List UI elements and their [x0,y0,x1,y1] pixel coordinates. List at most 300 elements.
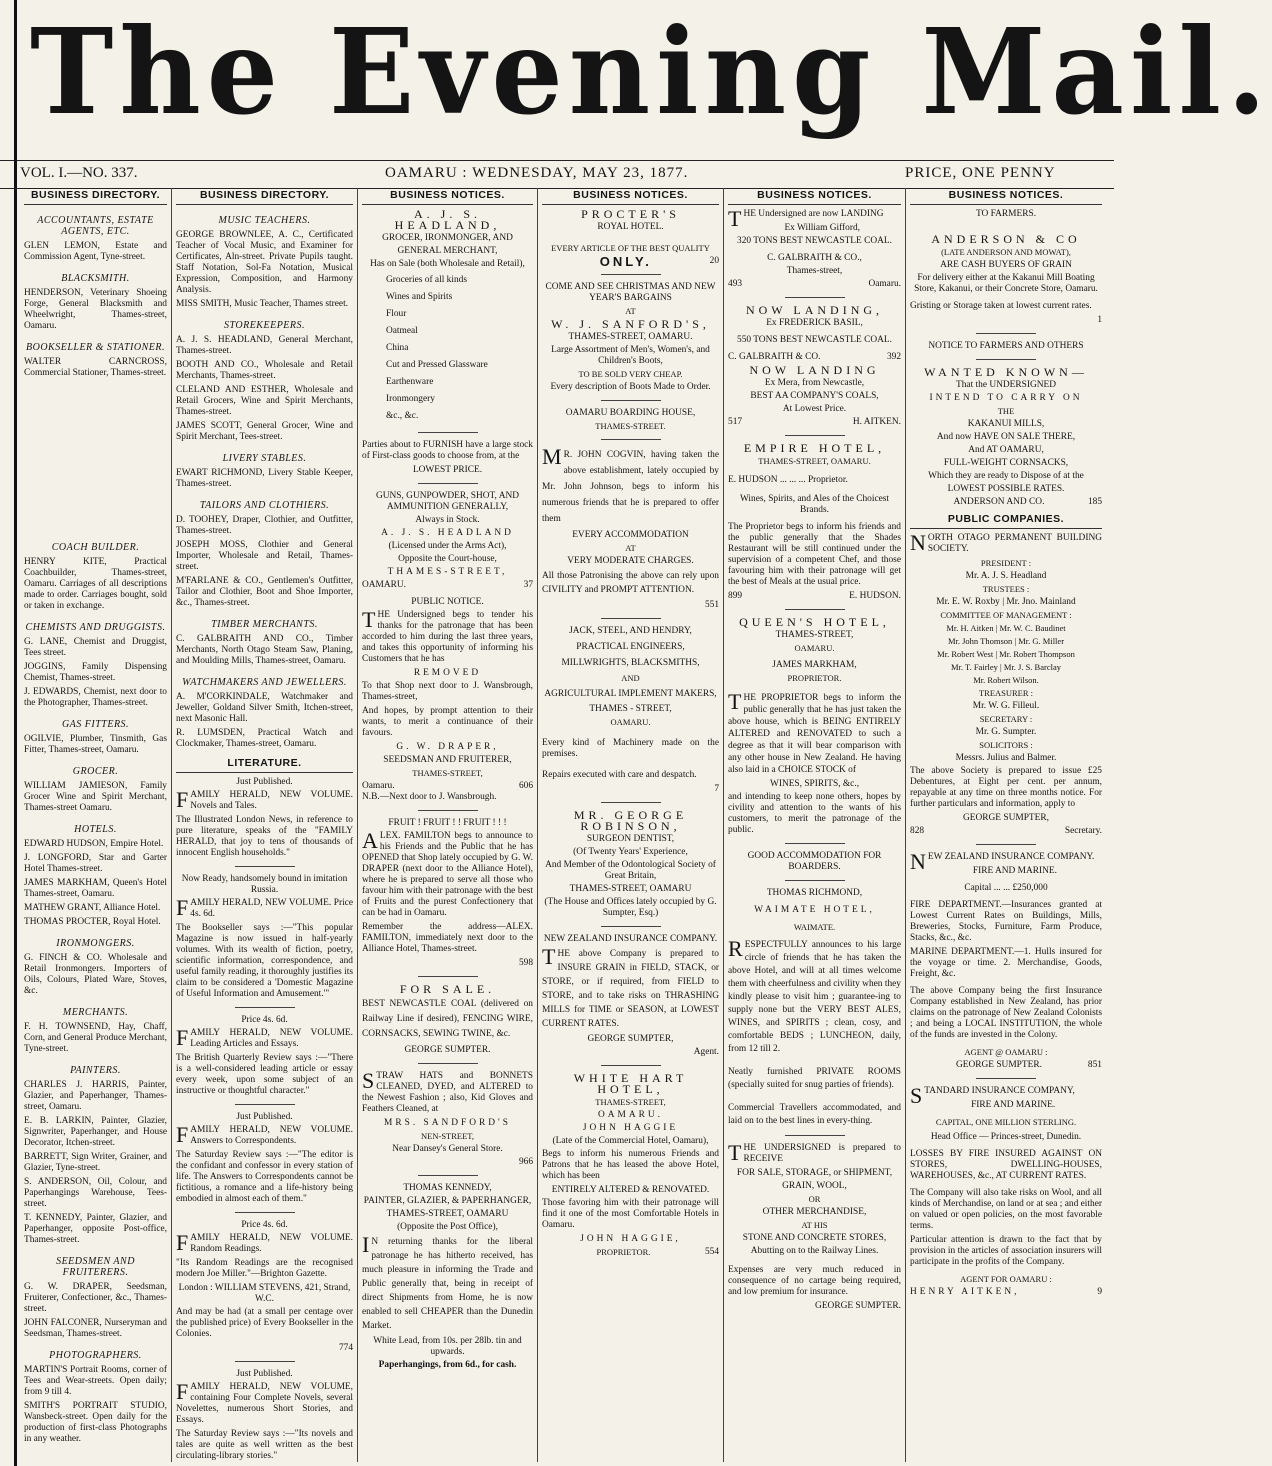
ad-line: Abutting on to the Railway Lines. [750,1246,879,1256]
literature-heading: LITERATURE. [176,758,353,773]
directory-entry: J. LONGFORD, Star and Garter Hotel Thames-street. [24,853,167,874]
directory-entry: S. ANDERSON, Oil, Colour, and Paperhangings Warehouse, Tees-street. [24,1177,167,1209]
ad-line: CAPITAL, ONE MILLION STERLING. [935,1117,1077,1127]
ad-line: Large Assortment of Men's, Women's, and Children's Boots, [551,345,710,366]
ad-line: FIRE AND MARINE. [971,1100,1056,1110]
ad-number: 1 [1097,315,1102,325]
divider [235,1361,295,1362]
ad-line: Near Dansey's General Store. [392,1144,503,1154]
issue-date: OAMARU : WEDNESDAY, MAY 23, 1877. [385,165,689,181]
left-margin-rule [14,0,17,1466]
ad-line: PAINTER, GLAZIER, & PAPERHANGER, [363,1196,532,1206]
ad-text: All those Patronising the above can rely upon CIVILITY and PROMPT ATTENTION. [542,571,719,595]
ad-footer [542,256,719,267]
column-3 [358,188,538,1462]
divider [976,1078,1036,1079]
ad-line: OAMARU. [610,717,651,727]
divider [976,844,1036,845]
ad-line: JAMES MARKHAM, [772,660,857,670]
directory-entry: J. EDWARDS, Chemist, next door to the Photographer, Thames-street. [24,687,167,708]
ad-title: FAMILY HERALD, NEW VOLUME. Leading Articles and Essays. [176,1025,353,1050]
ad-title: W. J. SANFORD'S, [551,317,710,331]
ad-line: FIRE AND MARINE. [972,866,1057,876]
ad-line: ANDERSON AND CO. [953,497,1045,507]
ad-line: MRS. SANDFORD'S [384,1118,511,1128]
ad-line: THE [997,406,1015,416]
ad-line: Now Ready, handsomely bound in imitation Russia. [181,874,348,895]
issue-price: PRICE, ONE PENNY [905,165,1056,181]
directory-entry: MISS SMITH, Music Teacher, Thames street. [176,299,349,309]
ad-line: THAMES-STREET, [595,1097,666,1107]
ad-line: G. W. DRAPER, [396,742,499,752]
ad-line: SECRETARY : [979,714,1033,724]
section-title: GROCER. [72,766,119,777]
ad-text: To that Shop next door to J. Wansbrough, Thames-street, [362,681,533,702]
column-heading: BUSINESS NOTICES. [362,190,533,205]
ad-title: OAMARU BOARDING HOUSE, [565,408,696,418]
ad-number: 551 [704,600,719,610]
ad-line: THAMES - STREET, [589,704,672,714]
ad-line: SOLICITORS : [979,740,1033,750]
ad-line: Agent. [693,1047,719,1057]
directory-entry: CLELAND AND ESTHER, Wholesale and Retail Grocers, Wine and Spirit Merchants, Thames-street. [176,385,353,417]
ad-line: PROPRIETOR. [787,673,842,683]
ad-line: GEORGE SUMPTER, [963,813,1049,823]
ad-number: 493 [728,279,743,289]
directory-entry: OGILVIE, Plumber, Tinsmith, Gas Fitter, Thames-street, Oamaru. [24,734,167,755]
directory-entry: THOMAS PROCTER, Royal Hotel. [24,917,161,927]
section-title: STOREKEEPERS. [223,320,306,331]
column-1 [20,188,172,1462]
directory-entry: CHARLES J. HARRIS, Painter, Glazier, and Paperhanger, Thames-street, Oamaru. [24,1080,167,1112]
directory-entry: T. KENNEDY, Painter, Glazier, and Paperhanger, opposite Post-office, Thames-street. [24,1213,167,1245]
ad-line: (Opposite the Post Office), [397,1222,498,1232]
ad-text: BEST NEWCASTLE COAL (delivered on Railway Line if desired), FENCING WIRE, CORNSACKS, SEWING TWINE, &c. [362,999,533,1039]
column-heading: BUSINESS NOTICES. [910,190,1102,205]
section-title: GAS FITTERS. [61,719,130,730]
ad-line: (Of Twenty Years' Experience, [573,847,688,857]
ad-line: THAMES-STREET, OAMARU. [568,332,693,342]
divider [785,843,845,844]
ad-text: and intending to keep none others, hopes by civility and attention to the wants of his customers, to merit the patronage of the public. [728,792,901,835]
divider [601,439,661,440]
divider [235,1212,295,1213]
ad-line: ONLY. [599,254,652,269]
dateline [0,160,1114,189]
directory-entry: D. TOOHEY, Draper, Clothier, and Outfitter, Thames-street. [176,515,353,536]
ad-line: Every description of Boots Made to Order. [550,382,711,392]
ad-line: Which they are ready to Dispose of at the [928,471,1084,481]
section-title: PAINTERS. [70,1065,121,1076]
column-heading: BUSINESS DIRECTORY. [24,190,167,205]
section-title: LIVERY STABLES. [222,453,307,464]
directory-entry: JOSEPH MOSS, Clothier and General Importer, Wholesale and Retail, Thames-street. [176,540,353,572]
ad-line: Secretary. [1064,826,1102,836]
ad-line: OAMARU. [794,643,835,653]
ad-text: The above Society is prepared to issue £25 Debentures, at Eight per cent. per annum, repayable at any time on three months notice. For further particulars and information, apply to [910,766,1102,809]
ad-number: 598 [518,958,533,968]
ad-text: Begs to inform his numerous Friends and Patrons that he has leased the above Hotel, which has been [542,1149,719,1181]
ad-line: OR [808,1194,821,1204]
ad-text: Remember the address—ALEX. FAMILTON, immediately next door to the Alliance Hotel, Thames-street. [362,922,533,954]
ad-title: NOTICE TO FARMERS AND OTHERS [928,341,1084,351]
directory-entry: SMITH'S PORTRAIT STUDIO, Wansbeck-street. Open daily for the production of first-class Photographs in any weather. [24,1401,167,1444]
ad-line: C. GALBRAITH & CO., [767,253,862,263]
ad-text: RESPECTFULLY announces to his large circle of friends that he has taken the above Hotel, and will at all times welcome them with cheerfulness and civility when they kindly please to visit him ; guarantee-ing to supply none but the VERY BEST ALES, WINES, and SPIRITS ; clean, cosy, and comfortable BEDS ; LUNCHEON, daily, from 12 till 2. [728,936,901,1054]
ad-title: THOMAS RICHMOND, [766,888,863,898]
ad-line: WAIMATE. [793,922,836,932]
ad-footer [362,781,533,792]
ad-line: EVERY ACCOMMODATION [572,530,689,540]
ad-line: Just Published. [236,1369,293,1379]
directory-entry: E. B. LARKIN, Painter, Glazier, Signwriter, Paperhanger, and House Decorator, Itchen-street. [24,1116,167,1148]
ad-line: SURGEON DENTIST, [586,834,675,844]
ad-title: NOW LANDING [749,363,880,377]
divider [785,1135,845,1136]
ad-line: And AT OAMARU, [968,445,1044,455]
divider [785,297,845,298]
ad-line: AND [621,673,640,683]
ad-line: Ex William Gifford, [784,223,861,233]
ad-number: 185 [1087,497,1102,507]
ad-line: H. AITKEN. [852,417,901,427]
ad-footer [910,497,1102,508]
ad-text: The British Quarterly Review says :—"There is a well-considered leading article or essay every week, upon some subject of an instructive or thoughtful character." [176,1053,353,1096]
ad-line: Ex Mera, from Newcastle, [764,378,865,388]
divider [601,400,661,401]
ad-line: COME AND SEE CHRISTMAS AND NEW YEAR'S BARGAINS [545,282,716,303]
directory-entry: EWART RICHMOND, Livery Stable Keeper, Thames-street. [176,468,353,489]
section-title: BLACKSMITH. [61,273,130,284]
ad-line: THAMES-STREET, OAMARU. [758,456,871,466]
ad-number: 966 [518,1157,533,1167]
ad-number: 851 [1087,1060,1102,1070]
ad-number: 517 [728,417,743,427]
ad-line: COMMITTEE OF MANAGEMENT : [940,610,1072,620]
ad-line: ROYAL HOTEL. [597,222,664,232]
ad-line: GRAIN, WOOL, [782,1181,847,1191]
ad-footer [910,826,1102,837]
section-title: IRONMONGERS. [56,938,135,949]
ad-title: MR. GEORGE ROBINSON, [573,808,688,833]
ad-line: Mr. Robert West | Mr. Robert Thompson [937,649,1075,659]
divider [601,926,661,927]
ad-line: Oamaru. [362,781,395,791]
section-title: ACCOUNTANTS, ESTATE AGENTS, ETC. [37,215,154,237]
ad-line: Ex FREDERICK BASIL, [766,318,863,328]
column-4 [538,188,724,1462]
column-6 [906,188,1106,1462]
ad-line: (Licensed under the Arms Act), [388,541,507,551]
ad-title: FAMILY HERALD, NEW VOLUME. Random Readings. [176,1230,353,1255]
ad-line: E. HUDSON ... ... ... Proprietor. [728,475,848,485]
directory-entry: BARRETT, Sign Writer, Grainer, and Glazier, Tyne-street. [24,1152,167,1173]
ad-number: 899 [728,591,743,601]
directory-entry: JAMES SCOTT, General Grocer, Wine and Spirit Merchant, Tees-street. [176,421,353,442]
ad-line: C. GALBRAITH & CO. [728,352,821,362]
ad-line: BEST AA COMPANY'S COALS, [750,391,879,401]
ad-line: A. J. S. HEADLAND [381,528,514,538]
goods-item: Earthenware [386,377,434,387]
section-title: WATCHMAKERS AND JEWELLERS. [182,677,347,688]
section-title: HOTELS. [74,824,117,835]
ad-title: THOMAS KENNEDY, [403,1183,492,1193]
ad-line: OTHER MERCHANDISE, [762,1207,867,1217]
ad-text: The Proprietor begs to inform his friends and the public generally that the Shades Restaurant will be still continued under the supervision of a competent Chef, and those favouring him with their patronage will get the best of Meals at the usual price. [728,522,901,587]
ad-line: NEN-STREET, [421,1131,474,1141]
ad-line: Has on Sale (both Wholesale and Retail), [370,259,525,269]
ad-line: Mr. John Thomson | Mr. G. Miller [947,636,1065,646]
ad-line: THAMES-STREET, OAMARU [386,1209,509,1219]
ad-line: Mr. E. W. Roxby | Mr. Jno. Mainland [936,597,1076,607]
ad-line: TREASURER : [978,688,1034,698]
ad-line: VERY MODERATE CHARGES. [567,556,694,566]
ad-line: Price 4s. 6d. [241,1220,288,1230]
ad-line: 550 TONS BEST NEWCASTLE COAL. [737,335,892,345]
ad-line: PROPRIETOR. [596,1247,651,1257]
ad-text: The Saturday Review says :—"Its novels and tales are quite as well written as the best circulating-library stories." [176,1429,353,1461]
section-title: TIMBER MERCHANTS. [211,619,318,630]
ad-title: GOOD ACCOMMODATION FOR BOARDERS. [747,851,882,872]
ad-line: Head Office — Princes-street, Dunedin. [930,1132,1082,1142]
ad-title: FAMILY HERALD, NEW VOLUME, containing Four Complete Novels, several Novelettes, numerous Short Stories, and Essays. [176,1379,353,1425]
column-heading: BUSINESS NOTICES. [728,190,901,205]
directory-entry: G. LANE, Chemist and Druggist, Tees street. [24,637,167,658]
ad-text: THE PROPRIETOR begs to inform the public generally that he has just taken the above house, which is BEING ENTIRELY ALTERED and RENOVATED to such a degree as that it will bear comparison with any other house in New Zealand. He having also laid in a CHOICE STOCK of [728,689,901,775]
directory-entry: JOGGINS, Family Dispensing Chemist, Thames-street. [24,662,167,683]
ad-line: At Lowest Price. [782,404,847,414]
ad-text: The Bookseller says :—"This popular Magazine is now issued in half-yearly volumes. With its wealth of fiction, poetry, scientific information, correspondence, and useful family reading, it thoroughly justifies its claim to be considered a 'Domestic Magazine of Useful Information and Amusement.'" [176,923,353,999]
ad-line: Messrs. Julius and Balmer. [955,753,1057,763]
section-title: BOOKSELLER & STATIONER. [25,342,165,353]
ad-number: 554 [704,1247,719,1257]
ad-footer [910,1287,1102,1298]
ad-footer [542,1247,719,1258]
goods-item: Wines and Spirits [386,292,453,302]
divider [601,618,661,619]
ad-text: Expenses are very much reduced in consequence of no cartage being required, and low premium for insurance. [728,1265,901,1297]
divider [418,810,478,811]
divider [418,483,478,484]
divider [976,333,1036,334]
divider [976,359,1036,360]
ad-title: FRUIT ! FRUIT ! ! FRUIT ! ! ! [388,818,507,828]
ad-line: AT HIS [801,1220,828,1230]
ad-line: THAMES-STREET, [412,768,483,778]
goods-item: Groceries of all kinds [386,275,467,285]
ad-line: OAMARU. [362,580,407,590]
ad-line: TO BE SOLD VERY CHEAP. [578,369,683,379]
ad-number: 392 [886,352,901,362]
goods-item: &c., &c. [386,411,419,421]
ad-line: SEEDSMAN AND FRUITERER, [383,755,512,765]
ad-text: Particular attention is drawn to the fact that by provision in the articles of association insurers will participate in the profits of the Company. [910,1235,1102,1267]
ad-line: EVERY ARTICLE OF THE BEST QUALITY [551,243,710,253]
divider [235,866,295,867]
ad-line: Wines, Spirits, and Ales of the Choicest Brands. [739,494,890,515]
ad-text: MARINE DEPARTMENT.—1. Hulls insured for the voyage or time. 2. Merchandise, Goods, Freight, &c. [910,947,1102,979]
directory-entry: BOOTH AND CO., Wholesale and Retail Merchants, Thames-street. [176,360,353,381]
ad-line: TRUSTEES : [982,584,1030,594]
ad-text: For delivery either at the Kakanui Mill Boating Store, Kakanui, or their Concrete Store, Oamaru. [914,273,1098,294]
ad-line: And now HAVE ON SALE THERE, [936,432,1076,442]
ad-line: JOHN HAGGIE [582,1123,679,1133]
directory-entry: G. W. DRAPER, Seedsman, Fruiterer, Confectioner, &c., Thames-street. [24,1282,167,1314]
ad-line: Capital ... ... £250,000 [964,883,1048,893]
ad-line: THAMES-STREET. [595,421,666,431]
ad-line: (The House and Offices lately occupied by G. Sumpter, Esq.) [544,897,717,918]
ad-title: PUBLIC NOTICE. [411,597,484,607]
section-title: COACH BUILDER. [51,542,140,553]
ad-line: Oamaru. [868,279,901,289]
ad-text: The above Company being the first Insurance Company established in New Zealand, has prior claims on the patronage of New Zealand Colonists ; and being a LOCAL INSTITUTION, the whole of the funds are invested in the Colony. [910,986,1102,1040]
ad-footer [910,1060,1102,1071]
directory-entry: JOHN FALCONER, Nurseryman and Seedsman, Thames-street. [24,1318,167,1339]
ad-line: (LATE ANDERSON AND MOWAT), [941,247,1071,257]
section-title: MERCHANTS. [62,1007,129,1018]
divider [601,1065,661,1066]
ad-number: 9 [1097,1287,1102,1297]
ad-line: And Member of the Odontological Society of Great Britain, [545,860,716,881]
ad-line: AGENT FOR OAMARU : [960,1274,1052,1284]
ad-title: TO FARMERS. [975,209,1037,219]
divider [785,609,845,610]
ad-line: AGRICULTURAL IMPLEMENT MAKERS, [544,689,717,699]
ad-line: Always in Stock. [415,515,480,525]
directory-entry: MARTIN'S Portrait Rooms, corner of Tees and Wear-streets. Open daily; from 9 till 4. [24,1365,167,1397]
divider [235,1007,295,1008]
goods-list [362,272,533,425]
ad-line: Just Published. [236,777,293,787]
ad-line: WAIMATE HOTEL, [754,905,875,915]
masthead [0,0,1272,161]
ad-text: Repairs executed with care and despatch. [542,770,697,780]
ad-text: STRAW HATS and BONNETS CLEANED, DYED, and ALTERED to the Newest Fashion ; also, Kid Gloves and Feathers Cleaned, at [362,1068,533,1114]
ad-line: AT [625,543,636,553]
divider [235,1104,295,1105]
directory-entry: EDWARD HUDSON, Empire Hotel. [24,839,164,849]
newspaper-title: The Evening Mail. [30,3,1272,142]
divider [418,1175,478,1176]
ad-text: FIRE DEPARTMENT.—Insurances granted at Lowest Current Rates on Buildings, Mills, Breweries, Stocks, Furniture, Farm Produce, Stacks, &c., &c. [910,900,1102,943]
ad-title: A. J. S. HEADLAND, [394,207,501,232]
ad-title: NORTH OTAGO PERMANENT BUILDING SOCIETY. [910,530,1102,555]
ad-line: London : WILLIAM STEVENS, 421, Strand, W.C. [178,1283,351,1304]
ad-title: STANDARD INSURANCE COMPANY, [910,1083,1075,1108]
directory-entry: G. FINCH & CO. Wholesale and Retail Ironmongers. Importers of Oils, Colours, Plated Ware, Stoves, &c. [24,953,167,996]
directory-entry: A. M'CORKINDALE, Watchmaker and Jeweller, Goldand Silver Smith, Itchen-street, next Masonic Hall. [176,692,353,724]
ad-text: THE above Company is prepared to INSURE GRAIN in FIELD, STACK, or STORE, or if required, from FIELD to STORE, and to take risks on THRASHING MILLS for TIME or SEASON, at LOWEST CURRENT RATES. [542,944,719,1029]
ad-line: STONE AND CONCRETE STORES, [742,1233,887,1243]
ad-text: And hopes, by prompt attention to their wants, to merit a continuance of their favours. [362,706,533,738]
ad-line: INTEND TO CARRY ON [929,393,1083,403]
public-companies-heading: PUBLIC COMPANIES. [910,514,1102,529]
directory-entry: A. J. S. HEADLAND, General Merchant, Thames-street. [176,335,353,356]
directory-entry: HENRY KITE, Practical Coachbuilder, Thames-street, Oamaru. Carriages of all descriptions made to order. Carriages bought, sold or taken in exchange. [24,557,167,611]
ad-line: Just Published. [236,1112,293,1122]
ad-line: PRACTICAL ENGINEERS, MILLWRIGHTS, BLACKSMITHS, [561,642,700,668]
section-title: PHOTOGRAPHERS. [49,1350,142,1361]
ad-text: The Saturday Review says :—"The editor is the confidant and confessor in every station of life. The Answers to Correspondents cannot be fictitious, a romance and a life-history being embodied in almost each of them." [176,1150,353,1204]
ad-line: HENRY AITKEN, [910,1287,1020,1297]
section-title: TAILORS AND CLOTHIERS. [199,500,330,511]
ad-number: 606 [518,781,533,791]
column-2 [172,188,358,1462]
directory-entry: C. GALBRAITH AND CO., Timber Merchants, North Otago Steam Saw, Planing, and Moulding Mills, Thames-street, Oamaru. [176,634,353,666]
ad-title: NOW LANDING, [745,303,884,317]
divider [418,1063,478,1064]
section-title: MUSIC TEACHERS. [218,215,311,226]
ad-line: FOR SALE, STORAGE, or SHIPMENT, [736,1168,893,1178]
directory-entry: GEORGE BROWNLEE, A. C., Certificated Teacher of Vocal Music, and Examiner for Certificates, Aln-street. Private Pupils taught. Staff Notation, Sol-Fa Notation, Musical Expression, Composition, and Harmony Analysis. [176,230,353,295]
ad-line: AT [625,306,636,316]
ad-line: E. HUDSON. [849,591,901,601]
ad-text: LOSSES BY FIRE INSURED AGAINST ON STORES, DWELLING-HOUSES, WAREHOUSES, &c., AT CURRENT RATES. [910,1149,1102,1181]
ad-line: Mr. T. Fairley | Mr. J. S. Barclay [951,662,1061,672]
section-title: SEEDSMEN AND FRUITERERS. [56,1256,135,1278]
ad-text: And may be had (at a small per centage over the published price) of Every Bookseller in the Colonies. [176,1307,353,1339]
ad-text: ALEX. FAMILTON begs to announce to his Friends and the Public that he has OPENED that Shop lately occupied by G. W. DRAPER (next door to the Alliance Hotel), where he is prepared to serve all those who favour him with their patronage with the best of Fruits and the purest Confectionery that can be had in Oamaru. [362,828,533,918]
ad-line: THAMES-STREET, [387,567,508,577]
ad-text: IN returning thanks for the liberal patronage he has hitherto received, has much pleasure in informing the Trade and Public generally that, being in receipt of direct Shipments from Home, he is now enabled to sell CHEAPER than the Dunedin Market. [362,1232,533,1331]
ad-title: THE Undersigned are now LANDING [728,206,884,231]
ad-text: MR. JOHN COGVIN, having taken the above establishment, lately occupied by Mr. John Johnson, begs to inform his numerous friends that he is prepared to offer them [542,444,719,524]
ad-line: JOHN HAGGIE, [580,1234,681,1244]
ad-text: "Its Random Readings are the recognised modern Joe Miller."—Brighton Gazette. [176,1258,353,1279]
ad-line: Mr. H. Aitken | Mr. W. C. Baudinet [946,623,1066,633]
ad-line: (Late of the Commercial Hotel, Oamaru), [552,1136,709,1146]
ad-line: KAKANUI MILLS, [967,419,1045,429]
ad-text: THE Undersigned begs to tender his thanks for the patronage that has been accorded to him during the last three years, and takes this opportunity of informing his Customers that he has [362,607,533,664]
ad-title: NEW ZEALAND INSURANCE COMPANY. [910,849,1095,874]
ad-line: OAMARU. [597,1110,663,1120]
ad-line: GEORGE SUMPTER. [815,1301,901,1311]
ad-line: Paperhangings, from 6d., for cash. [378,1360,517,1370]
ad-text: Those favoring him with their patronage will find it one of the most Comfortable Hotels in Oamaru. [542,1198,719,1230]
ad-line: ARE CASH BUYERS OF GRAIN [940,260,1072,270]
ad-number: 37 [523,580,533,590]
divider [785,435,845,436]
ad-line: PRESIDENT : [980,558,1032,568]
column-heading: BUSINESS NOTICES. [542,190,719,205]
ad-title: FAMILY HERALD, NEW VOLUME. Price 4s. 6d. [176,895,353,920]
ad-title: FAMILY HERALD, NEW VOLUME. Novels and Tales. [176,787,353,812]
ad-title: ANDERSON & CO [931,232,1081,246]
ad-line: Mr. G. Sumpter. [975,727,1037,737]
ad-line: LOWEST PRICE. [412,465,483,475]
ad-line: That the UNDERSIGNED [956,380,1056,390]
ad-number: 7 [714,784,719,794]
ad-line: THAMES-STREET, [775,630,854,640]
ad-title: FOR SALE. [399,982,496,996]
ad-title: WHITE HART HOTEL, [573,1071,688,1096]
ad-line: LOWEST POSSIBLE RATES. [947,484,1065,494]
ad-text: The Illustrated London News, in reference to pure literature, speaks of the "FAMILY HERALD, that joy to tens of thousands of innocent English households." [176,815,353,858]
ad-line: GENERAL MERCHANT, [397,246,498,256]
ad-line: Mr. W. G. Filleul. [972,701,1040,711]
divider [785,880,845,881]
directory-entry: R. LUMSDEN, Practical Watch and Clockmaker, Thames-street, Oamaru. [176,728,353,749]
ad-line: Mr. Robert Wilson. [973,675,1039,685]
ad-title: FAMILY HERALD, NEW VOLUME. Answers to Correspondents. [176,1122,353,1147]
ad-title: WANTED KNOWN— [924,365,1088,379]
ad-line: GUNS, GUNPOWDER, SHOT, AND AMMUNITION GENERALLY, [375,491,520,512]
ad-line: Price 4s. 6d. [241,1015,288,1025]
ad-footer [728,417,901,428]
ad-title: THE UNDERSIGNED is prepared to RECEIVE [728,1140,901,1165]
ad-line: Opposite the Court-house, [398,554,497,564]
ad-line: AGENT @ OAMARU : [964,1047,1048,1057]
